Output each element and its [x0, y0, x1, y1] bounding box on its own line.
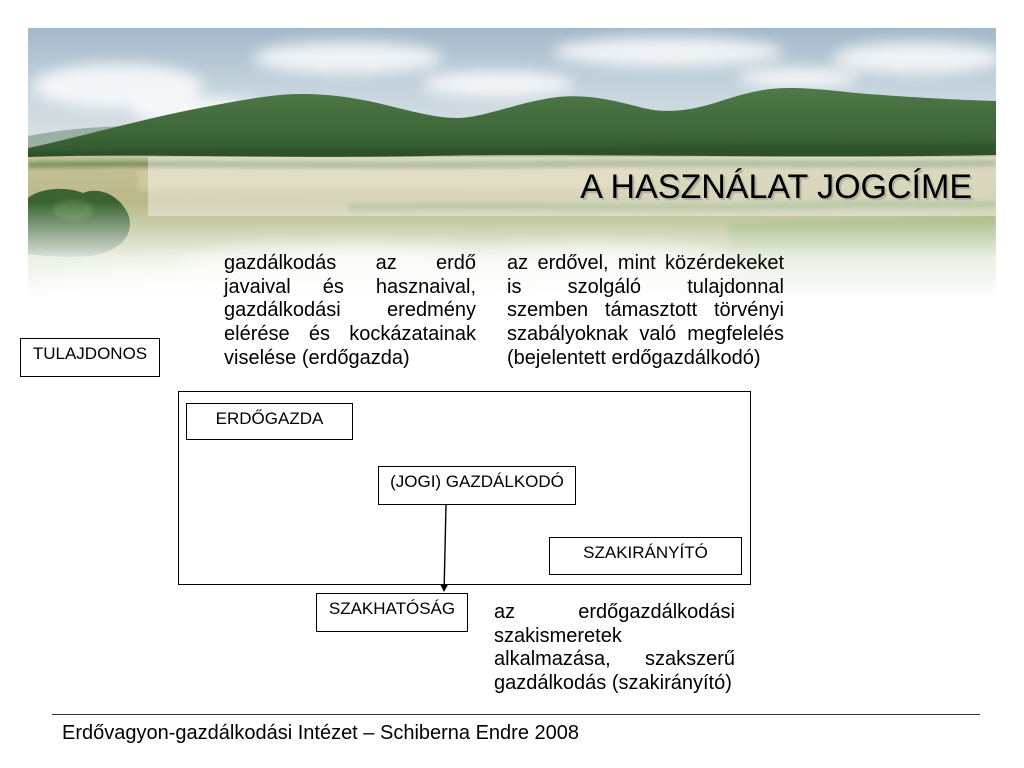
description-line: szemben támasztott törvényi	[507, 299, 784, 322]
description-line: szabályoknak való megfelelés	[507, 323, 784, 346]
description-line: az erdővel, mint közérdekeket	[507, 252, 784, 274]
arrow-head	[440, 584, 448, 592]
erdogazda-box	[186, 403, 353, 440]
erdogazda-label: ERDŐGAZDA	[215, 409, 324, 428]
jogi-gazdalkodo-label: (JOGI) GAZDÁLKODÓ	[390, 472, 564, 491]
description-line: javaival és hasznaival,	[224, 275, 476, 298]
arrow-shaft	[444, 505, 446, 585]
erdogazda-description	[224, 252, 476, 371]
description-line: alkalmazása, szakszerű	[494, 648, 735, 670]
description-line: viselése (erdőgazda)	[224, 346, 410, 369]
description-line: gazdálkodás az erdő	[224, 252, 476, 274]
description-line: is szolgáló tulajdonnal	[507, 275, 784, 298]
description-line: szakismeretek	[494, 624, 622, 647]
gazdalkodo-group-frame	[178, 391, 751, 585]
footer-credit: Erdővagyon-gazdálkodási Intézet – Schiberna Endre 2008	[62, 722, 580, 744]
szakiranyito-label: SZAKIRÁNYÍTÓ	[583, 543, 708, 562]
slide-title: A HASZNÁLAT JOGCÍME	[580, 168, 972, 206]
description-line: gazdálkodás (szakirányító)	[494, 671, 732, 694]
description-line: elérése és kockázatainak	[224, 323, 476, 346]
description-line: (bejelentett erdőgazdálkodó)	[507, 346, 761, 369]
tulajdonos-label: TULAJDONOS	[32, 344, 148, 363]
jogi-gazdalkodo-box	[378, 466, 576, 505]
szakiranyito-description	[494, 601, 735, 695]
szakhatosag-box	[316, 593, 468, 632]
description-line: gazdálkodási eredmény	[224, 299, 476, 322]
description-line: az erdőgazdálkodási	[494, 601, 735, 623]
szakhatosag-label: SZAKHATÓSÁG	[328, 599, 456, 618]
szakiranyito-box	[549, 537, 742, 575]
footer-divider	[52, 714, 980, 715]
tulajdonos-box	[20, 338, 160, 377]
arrow-gazdalkodo-to-szakhatosag	[436, 503, 456, 595]
bejelentett-erdogazdalkodo-description	[507, 252, 784, 371]
